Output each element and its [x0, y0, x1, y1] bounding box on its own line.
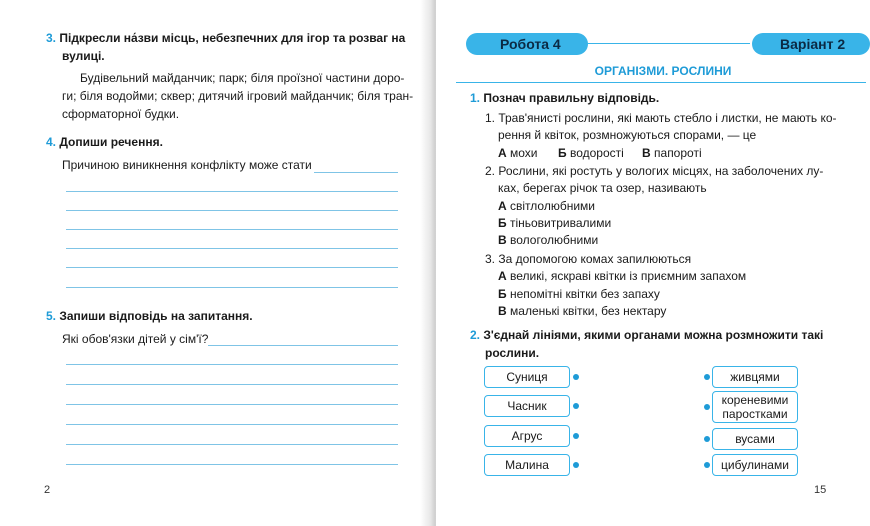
option-letter: В — [642, 146, 651, 160]
option-letter: А — [498, 269, 507, 283]
left-page — [0, 0, 432, 526]
plant-box-3[interactable]: Агрус — [484, 425, 570, 447]
task5-answer-line[interactable] — [66, 444, 398, 445]
option-letter: В — [498, 233, 507, 247]
option-letter: А — [498, 199, 507, 213]
organ-box-3[interactable] — [712, 428, 798, 450]
connector-dot[interactable] — [704, 374, 710, 380]
task3-prompt-line2: вулиці. — [62, 49, 105, 63]
option-letter: В — [498, 304, 507, 318]
organ-label: вусами — [735, 432, 775, 446]
q2-line1: 2. Рослини, які ростуть у вологих місцях, на заболочених лу- — [485, 164, 824, 178]
connector-dot[interactable] — [573, 433, 579, 439]
option-text: тіньовитривалими — [509, 216, 612, 230]
task4-answer-line[interactable] — [314, 172, 398, 173]
q1-option-a[interactable] — [498, 145, 538, 163]
task5-answer-line[interactable] — [66, 464, 398, 465]
task4-number: 4. — [46, 135, 57, 149]
task3-text-line3: сформаторної будки. — [62, 107, 180, 121]
task4-answer-line[interactable] — [66, 229, 398, 230]
page-number-left: 2 — [44, 484, 51, 496]
option-letter: Б — [498, 216, 507, 230]
task5-answer-line[interactable] — [66, 364, 398, 365]
work-label-badge: Робота 4 — [466, 33, 588, 55]
right-page — [436, 0, 870, 526]
q2-line2: ках, берегах річок та озер, називають — [498, 181, 707, 195]
q3-option-a[interactable] — [498, 268, 746, 286]
plant-box-2[interactable]: Часник — [484, 395, 570, 417]
q2-option-c[interactable] — [498, 232, 598, 250]
organ-label: кореневими — [721, 393, 789, 407]
task5-prompt — [46, 308, 253, 326]
task4-answer-line[interactable] — [66, 267, 398, 268]
task3-prompt-line1: Підкресли на́зви місць, небезпечних для ігор та розваг на — [59, 31, 406, 45]
task5-prompt-text: Запиши відповідь на запитання. — [59, 309, 253, 323]
header-rule — [586, 43, 750, 44]
task4-answer-line[interactable] — [66, 287, 398, 288]
q2-option-b[interactable] — [498, 215, 611, 233]
option-letter: Б — [558, 146, 567, 160]
option-text: водорості — [569, 146, 624, 160]
section-rule — [456, 82, 866, 83]
organ-box-2[interactable] — [712, 391, 798, 423]
organ-label: паростками — [722, 407, 788, 421]
task3-prompt — [46, 30, 405, 48]
option-text: непомітні квітки без запаху — [509, 287, 660, 301]
plant-box-4[interactable]: Малина — [484, 454, 570, 476]
q1-option-c[interactable] — [642, 145, 702, 163]
q3-line1: 3. За допомогою комах запилюються — [485, 252, 692, 266]
connector-dot[interactable] — [573, 462, 579, 468]
option-text: вологолюбними — [510, 233, 599, 247]
variant-label-badge: Варіант 2 — [752, 33, 870, 55]
task2-number: 2. — [470, 328, 481, 342]
task1-number: 1. — [470, 91, 481, 105]
organ-box-4[interactable] — [712, 454, 798, 476]
connector-dot[interactable] — [704, 436, 710, 442]
task4-sentence-start: Причиною виникнення конфлікту може стати — [62, 158, 312, 172]
option-text: світлолюбними — [510, 199, 595, 213]
option-text: папороті — [654, 146, 702, 160]
section-title: ОРГАНІЗМИ. РОСЛИНИ — [594, 64, 732, 78]
option-letter: А — [498, 146, 507, 160]
task4-prompt — [46, 134, 163, 152]
q3-option-c[interactable] — [498, 303, 666, 321]
page-number-right: 15 — [814, 484, 827, 496]
organ-label: живцями — [730, 370, 780, 384]
task3-number: 3. — [46, 31, 57, 45]
task5-number: 5. — [46, 309, 57, 323]
option-text: мохи — [510, 146, 538, 160]
q2-option-a[interactable] — [498, 198, 595, 216]
task2-prompt-line1: З'єднай лініями, якими органами можна розмножити такі — [483, 328, 824, 342]
organ-label: цибулинами — [721, 458, 789, 472]
task5-answer-line[interactable] — [208, 345, 398, 346]
q1-line1: 1. Трав'янисті рослини, які мають стебло і листки, не мають ко- — [485, 111, 837, 125]
option-text: великі, яскраві квітки із приємним запахом — [510, 269, 747, 283]
task5-question: Які обов'язки дітей у сім'ї? — [62, 332, 209, 346]
option-letter: Б — [498, 287, 507, 301]
connector-dot[interactable] — [573, 374, 579, 380]
connector-dot[interactable] — [704, 462, 710, 468]
plant-box-1[interactable]: Суниця — [484, 366, 570, 388]
task3-text-line1: Будівельний майданчик; парк; біля проїзної частини доро- — [80, 71, 405, 85]
q1-option-b[interactable] — [558, 145, 624, 163]
q3-option-b[interactable] — [498, 286, 660, 304]
task3-text-line2: ги; біля водойми; сквер; дитячий ігровий майданчик; біля тран- — [62, 89, 414, 103]
q1-line2: рення й квіток, розмножуються спорами, — це — [498, 128, 757, 142]
task4-answer-line[interactable] — [66, 191, 398, 192]
task2-prompt — [470, 327, 823, 345]
task4-prompt-text: Допиши речення. — [59, 135, 163, 149]
task5-answer-line[interactable] — [66, 384, 398, 385]
organ-box-1[interactable] — [712, 366, 798, 388]
task5-answer-line[interactable] — [66, 424, 398, 425]
connector-dot[interactable] — [704, 404, 710, 410]
task1-prompt — [470, 90, 659, 108]
task2-prompt-line2: рослини. — [485, 346, 540, 360]
task5-answer-line[interactable] — [66, 404, 398, 405]
task4-answer-line[interactable] — [66, 210, 398, 211]
connector-dot[interactable] — [573, 403, 579, 409]
task1-prompt-text: Познач правильну відповідь. — [483, 91, 660, 105]
option-text: маленькі квітки, без нектару — [510, 304, 667, 318]
task4-answer-line[interactable] — [66, 248, 398, 249]
